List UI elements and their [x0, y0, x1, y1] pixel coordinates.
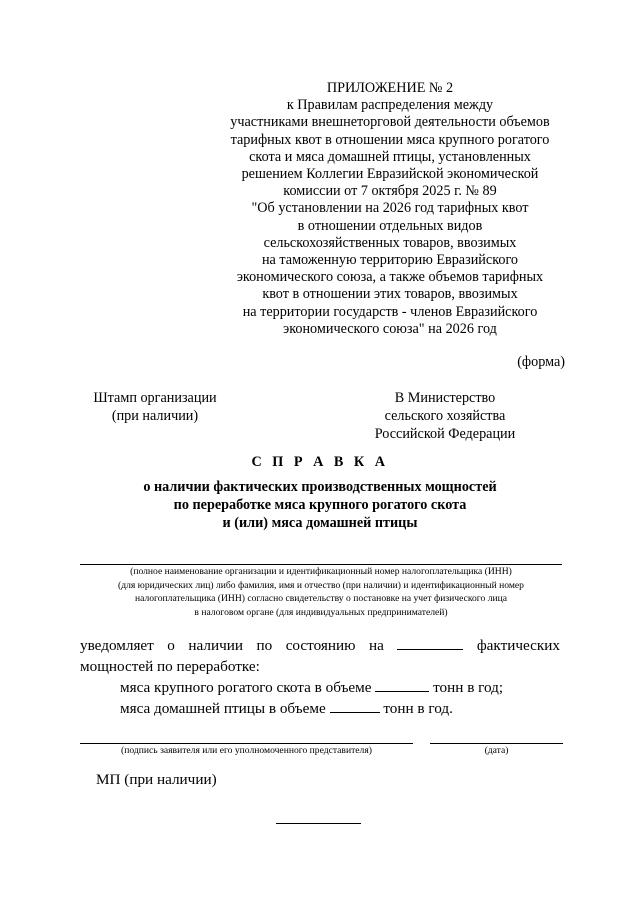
appendix-line: на таможенную территорию Евразийского — [261, 252, 519, 269]
notification-first-line — [80, 635, 560, 656]
appendix-line: экономического союза, а также объемов тарифных — [236, 269, 544, 286]
addressee-line: сельского хозяйства — [384, 408, 506, 424]
addressee-line: В Министерство — [394, 390, 496, 406]
poultry-capacity-unit: тонн в год. — [383, 700, 453, 717]
body-word: состоянию — [285, 637, 356, 654]
body-word: о — [167, 637, 175, 654]
as-of-date-blank[interactable] — [397, 635, 463, 650]
subtitle-line: и (или) мяса домашней птицы — [222, 515, 418, 531]
beef-volume-blank[interactable] — [375, 677, 429, 692]
appendix-line: в отношении отдельных видов — [297, 217, 483, 234]
appendix-line: комиссии от 7 октября 2025 г. № 89 — [283, 183, 497, 200]
form-note: (форма) — [517, 354, 565, 370]
subtitle-line: о наличии фактических производственных мощностей — [143, 479, 497, 495]
signature-caption: (подпись заявителя или его уполномоченного представителя) — [121, 745, 372, 756]
body-word: на — [368, 637, 384, 654]
appendix-line: экономического союза" на 2026 год — [283, 320, 497, 337]
notification-second-line: мощностей по переработке: — [80, 658, 260, 675]
body-word: по — [256, 637, 273, 654]
stamp-label: Штамп организации — [93, 390, 217, 406]
poultry-capacity-label: мяса домашней птицы в объеме — [120, 700, 326, 717]
caption-line: в налоговом органе (для индивидуальных предпринимателей) — [194, 606, 448, 618]
beef-capacity-label: мяса крупного рогатого скота в объеме — [120, 679, 372, 696]
stamp-note: (при наличии) — [111, 408, 199, 424]
body-word: наличии — [188, 637, 243, 654]
seal-note: МП (при наличии) — [96, 771, 217, 788]
appendix-line: на территории государств - членов Евразийского — [242, 303, 538, 320]
beef-capacity-line — [80, 677, 560, 698]
body-word: уведомляет — [80, 637, 154, 654]
appendix-line: решением Коллегии Евразийской экономической — [241, 166, 539, 183]
subtitle-line: по переработке мяса крупного рогатого скота — [173, 497, 467, 513]
document-end-divider — [276, 823, 361, 824]
appendix-line: сельскохозяйственных товаров, ввозимых — [263, 234, 517, 251]
date-caption: (дата) — [484, 745, 509, 756]
poultry-volume-blank[interactable] — [330, 698, 380, 713]
appendix-line: квот в отношении этих товаров, ввозимых — [262, 286, 518, 303]
addressee-line: Российской Федерации — [374, 426, 516, 442]
appendix-line: к Правилам распределения между — [286, 97, 494, 114]
appendix-header — [200, 80, 580, 338]
poultry-capacity-line — [80, 698, 560, 719]
appendix-line: участниками внешнеторговой деятельности объемов — [230, 114, 550, 131]
document-title: С П Р А В К А — [251, 454, 389, 470]
caption-line: (полное наименование организации и идентификационный номер налогоплательщика (ИНН) — [130, 566, 512, 577]
organization-stamp-block — [80, 389, 230, 425]
document-subtitle — [80, 478, 560, 532]
appendix-line: ПРИЛОЖЕНИЕ № 2 — [326, 80, 454, 96]
caption-line: налогоплательщика (ИНН) согласно свидетельству о постановке на учет физического лица — [134, 593, 508, 605]
appendix-line: "Об установлении на 2026 год тарифных квот — [251, 200, 529, 217]
addressee-block — [350, 389, 540, 443]
organization-name-caption — [80, 565, 562, 619]
beef-capacity-unit: тонн в год; — [433, 679, 504, 696]
caption-line: (для юридических лиц) либо фамилия, имя и отчество (при наличии) и идентификационный номер — [118, 579, 524, 591]
appendix-line: скота и мяса домашней птицы, установленных — [249, 148, 531, 165]
appendix-line: тарифных квот в отношении мяса крупного рогатого — [230, 131, 550, 148]
body-word: фактических — [476, 637, 560, 654]
notification-body — [80, 635, 560, 719]
